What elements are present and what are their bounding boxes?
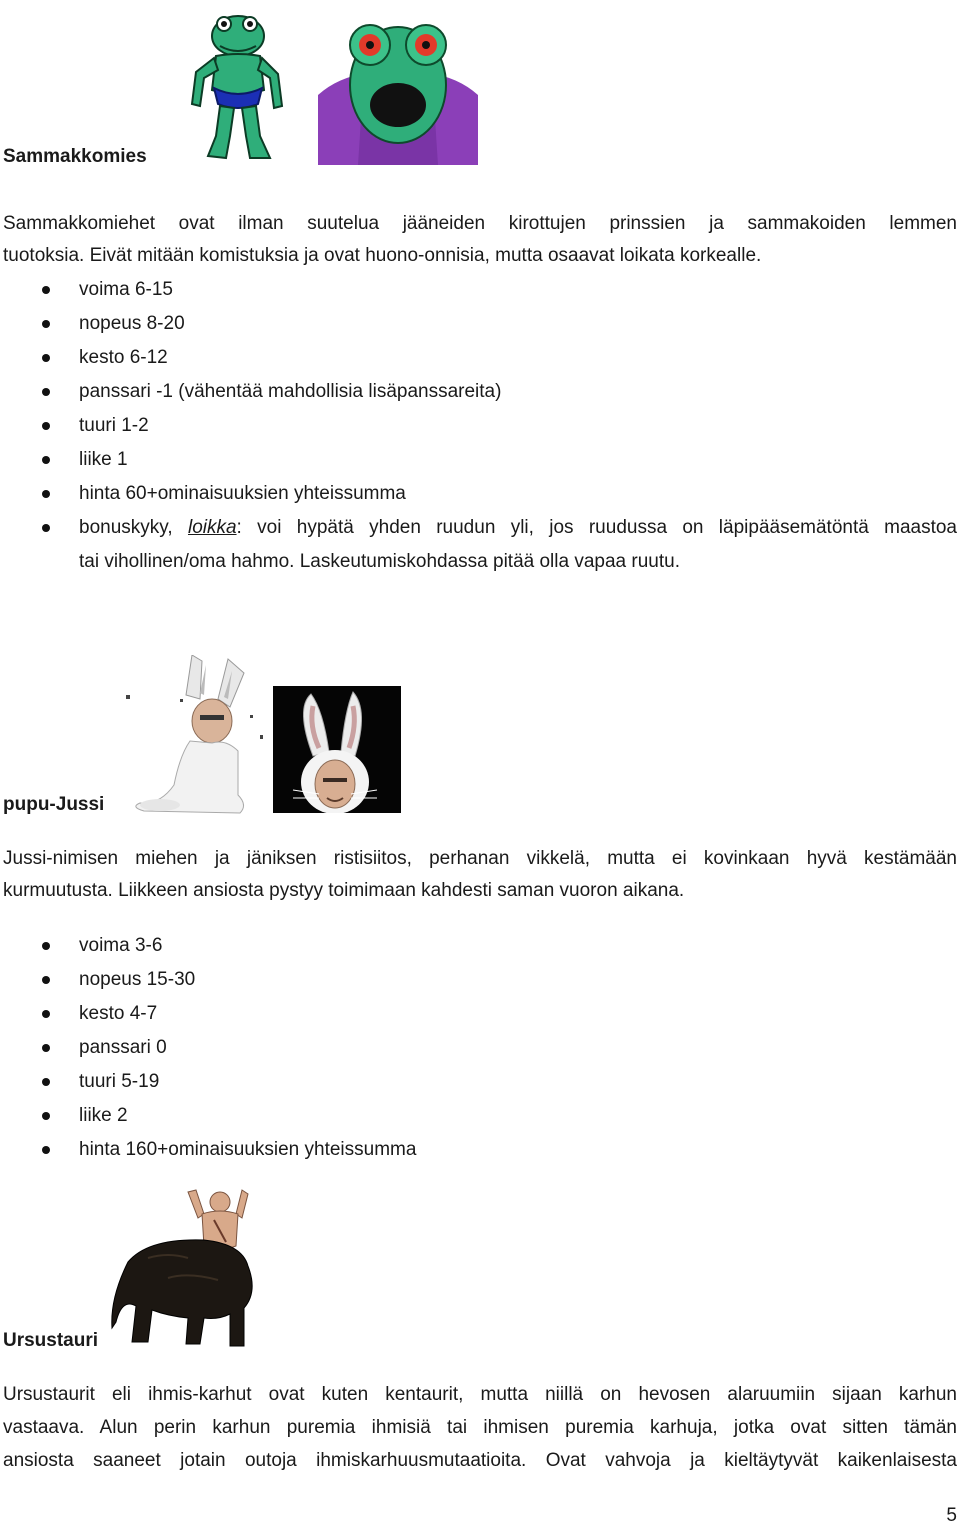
stat-item [0,273,960,307]
stat-text: liike 2 [79,1105,128,1126]
bullet-icon [42,524,50,532]
bonus-line [79,511,957,545]
stat-text: liike 1 [79,449,128,470]
stats-list-sammakkomies [0,273,960,579]
stat-text: voima 6-15 [79,279,173,300]
description-line: Ursustaurit eli ihmis-karhut ovat kuten kentaurit, mutta niillä on hevosen alaruumiin sijaan karhun [3,1384,957,1405]
stat-item [0,307,960,341]
stat-text: voima 3-6 [79,935,163,956]
bullet-icon [42,354,50,362]
section-description-sammakkomies [3,208,957,272]
bullet-icon [42,422,50,430]
bonus-prefix: bonuskyky, [79,517,188,538]
bear-man-image [108,1188,268,1350]
frog-man-full-body-image [186,8,286,164]
stat-item-bonus [0,511,960,579]
bonus-description: : voi hypätä yhden ruudun yli, jos ruudussa on läpipääsemätöntä maastoa [236,517,957,538]
description-line: ansiosta saaneet jotain outoja ihmiskarhuusmutaatioita. Ovat vahvoja ja kieltäytyvät kaikenlaisesta [3,1450,957,1471]
stat-text: tuuri 5-19 [79,1071,160,1092]
bullet-icon [42,456,50,464]
stat-text: nopeus 8-20 [79,313,185,334]
stat-item [0,375,960,409]
stat-text: panssari 0 [79,1037,167,1058]
stat-item [0,929,960,963]
bullet-icon [42,1044,50,1052]
stat-item [0,1031,960,1065]
stat-item [0,997,960,1031]
bullet-icon [42,942,50,950]
bullet-icon [42,1010,50,1018]
stat-text: kesto 6-12 [79,347,168,368]
description-line: Sammakkomiehet ovat ilman suutelua jääneiden kirottujen prinssien ja sammakoiden lemmen [3,213,957,234]
stat-text: hinta 160+ominaisuuksien yhteissumma [79,1139,417,1160]
stat-item [0,1065,960,1099]
description-line: tuotoksia. Eivät mitään komistuksia ja ovat huono-onnisia, mutta osaavat loikata korkealle. [3,245,762,266]
section-heading-sammakkomies: Sammakkomies [3,146,147,167]
description-line: vastaava. Alun perin karhun puremia ihmisiä tai ihmisen puremia karhuja, jotka ovat sitten tämän [3,1417,957,1438]
stat-text: hinta 60+ominaisuuksien yhteissumma [79,483,406,504]
bullet-icon [42,1112,50,1120]
stat-text: tuuri 1-2 [79,415,149,436]
stat-text: kesto 4-7 [79,1003,158,1024]
page-number: 5 [946,1505,957,1526]
stat-item [0,443,960,477]
bullet-icon [42,1146,50,1154]
stat-text: nopeus 15-30 [79,969,196,990]
description-line: kurmuutusta. Liikkeen ansiosta pystyy toimimaan kahdesti saman vuoron aikana. [3,880,685,901]
bullet-icon [42,1078,50,1086]
bunny-man-portrait-image [273,686,401,813]
stat-item [0,341,960,375]
stat-item [0,409,960,443]
stat-text: panssari -1 (vähentää mahdollisia lisäpanssareita) [79,381,502,402]
bonus-line: tai vihollinen/oma hahmo. Laskeutumiskohdassa pitää olla vapaa ruutu. [79,551,680,572]
stat-item [0,1099,960,1133]
stat-item [0,477,960,511]
bullet-icon [42,388,50,396]
section-description-ursustauri [3,1378,957,1477]
stats-list-pupu-jussi [0,929,960,1167]
section-description-pupu-jussi [3,843,957,907]
section-heading-ursustauri: Ursustauri [3,1330,99,1351]
bullet-icon [42,320,50,328]
bullet-icon [42,286,50,294]
section-heading-pupu-jussi: pupu-Jussi [3,794,105,815]
frog-man-portrait-image [318,15,478,165]
bullet-icon [42,490,50,498]
bullet-icon [42,976,50,984]
stat-item [0,963,960,997]
bunny-man-full-body-image [120,655,270,815]
bonus-skill-name: loikka [187,517,237,538]
stat-item [0,1133,960,1167]
description-line: Jussi-nimisen miehen ja jäniksen ristisiitos, perhanan vikkelä, mutta ei kovinkaan hyvä kestämään [3,848,957,869]
